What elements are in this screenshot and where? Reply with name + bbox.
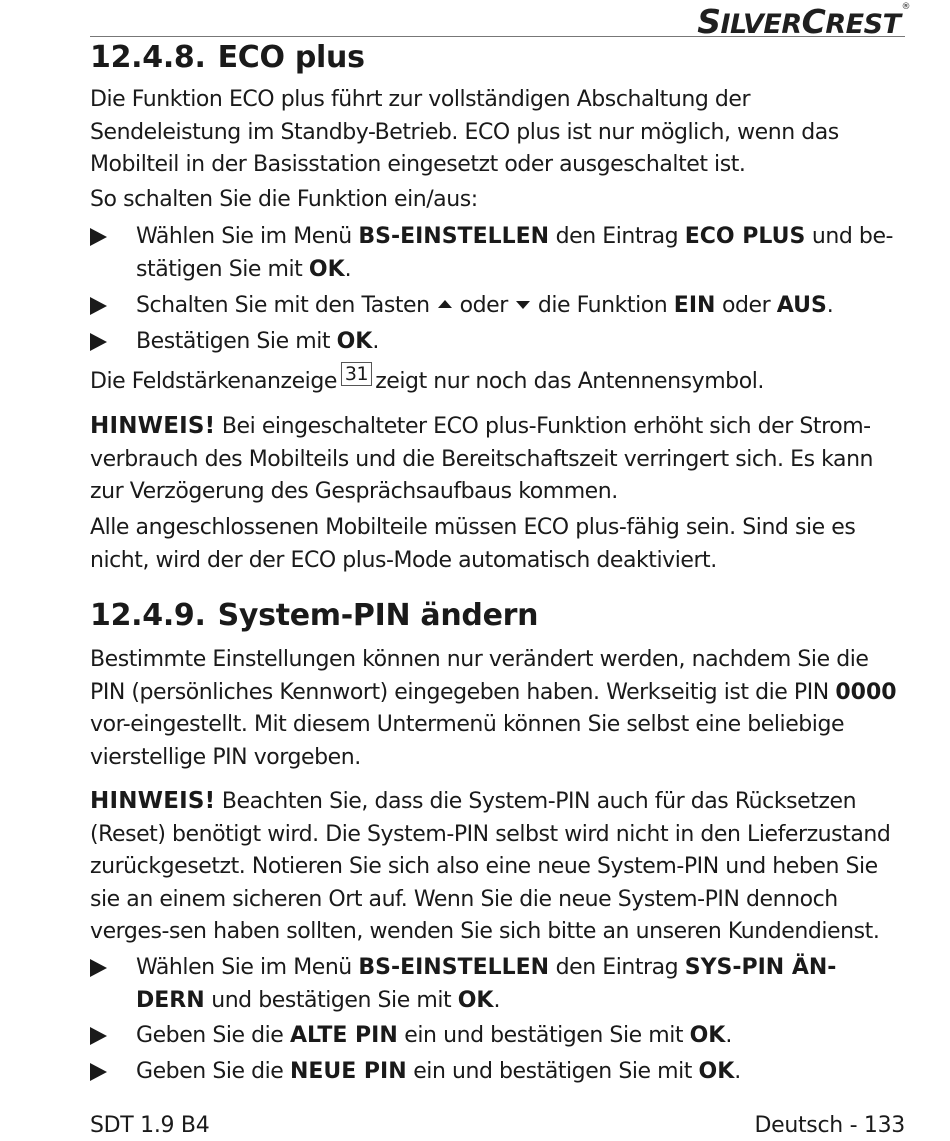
list-item: Geben Sie die ALTE PIN ein und bestätigen Sie mit OK. xyxy=(90,1020,950,1053)
bullet-arrow-icon xyxy=(90,1063,107,1081)
section-number: 12.4.9. xyxy=(90,598,206,633)
bullet-arrow-icon xyxy=(90,333,107,351)
section-heading-system-pin xyxy=(90,598,905,633)
reference-number-box: 31 xyxy=(341,362,372,386)
header-divider xyxy=(90,36,905,37)
section-heading-eco-plus xyxy=(90,40,905,75)
hint-label: HINWEIS! xyxy=(90,413,216,439)
brand-logo: SILVERCREST® xyxy=(697,2,910,41)
bullet-arrow-icon xyxy=(90,959,107,977)
pin-hint-paragraph: HINWEIS! Beachten Sie, dass die System-PIN auch für das Rücksetzen (Reset) benötigt wird. Die System-PIN selbst wird nicht in den Lieferzustand zurückgesetzt. Notieren Sie sich also eine neue System-PIN und heben Sie sie an einem sicheren Ort auf. Wenn Sie die neue System-PIN dennoch verges-sen haben sollten, wenden Sie sich bitte an unseren Kundendienst. xyxy=(90,788,891,944)
section-title: System-PIN ändern xyxy=(217,598,539,633)
bullet-arrow-icon xyxy=(90,1027,107,1045)
arrow-down-key-icon xyxy=(516,301,530,309)
footer-page-number: Deutsch - 133 xyxy=(754,1113,905,1138)
list-item: Bestätigen Sie mit OK. xyxy=(90,326,950,359)
field-strength-paragraph: Die Feldstärkenanzeige 31 zeigt nur noch das Antennensymbol. xyxy=(90,363,764,394)
list-item: Wählen Sie im Menü BS-EINSTELLEN den Eintrag ECO PLUS und be- stätigen Sie mit OK. xyxy=(90,221,950,286)
list-item: Wählen Sie im Menü BS-EINSTELLEN den Eintrag SYS-PIN ÄN- DERN und bestätigen Sie mit OK. xyxy=(90,952,950,1017)
footer-model: SDT 1.9 B4 xyxy=(90,1113,210,1138)
list-item: Geben Sie die NEUE PIN ein und bestätigen Sie mit OK. xyxy=(90,1056,950,1089)
section-number: 12.4.8. xyxy=(90,40,206,75)
hint-label: HINWEIS! xyxy=(90,788,216,814)
eco-hint-paragraph: HINWEIS! Bei eingeschalteter ECO plus-Funktion erhöht sich der Strom-verbrauch des Mobilteils und die Bereitschaftszeit verringert sich. Es kann zur Verzögerung des Gesprächsaufbaus kommen. xyxy=(90,413,874,504)
list-item: Schalten Sie mit den Tasten oder die Funktion EIN oder AUS. xyxy=(90,290,950,323)
eco-compat-paragraph: Alle angeschlossenen Mobilteile müssen ECO plus-fähig sein. Sind sie es nicht, wird der der ECO plus-Mode automatisch deaktiviert. xyxy=(90,515,856,573)
eco-howto-text: So schalten Sie die Funktion ein/aus: xyxy=(90,187,478,212)
bullet-arrow-icon xyxy=(90,297,107,315)
arrow-up-key-icon xyxy=(438,300,452,308)
eco-intro-paragraph: Die Funktion ECO plus führt zur vollständigen Abschaltung der Sendeleistung im Standby-Betrieb. ECO plus ist nur möglich, wenn das Mobilteil in der Basisstation eingesetzt oder ausgeschaltet ist. xyxy=(90,87,839,177)
pin-intro-paragraph: Bestimmte Einstellungen können nur verändert werden, nachdem Sie die PIN (persönliches Kennwort) eingegeben haben. Werkseitig ist die PIN 0000 vor-eingestellt. Mit diesem Untermenü können Sie selbst eine beliebige vierstellige PIN vorgeben. xyxy=(90,647,897,770)
bullet-arrow-icon xyxy=(90,228,107,246)
section-title: ECO plus xyxy=(217,40,365,75)
